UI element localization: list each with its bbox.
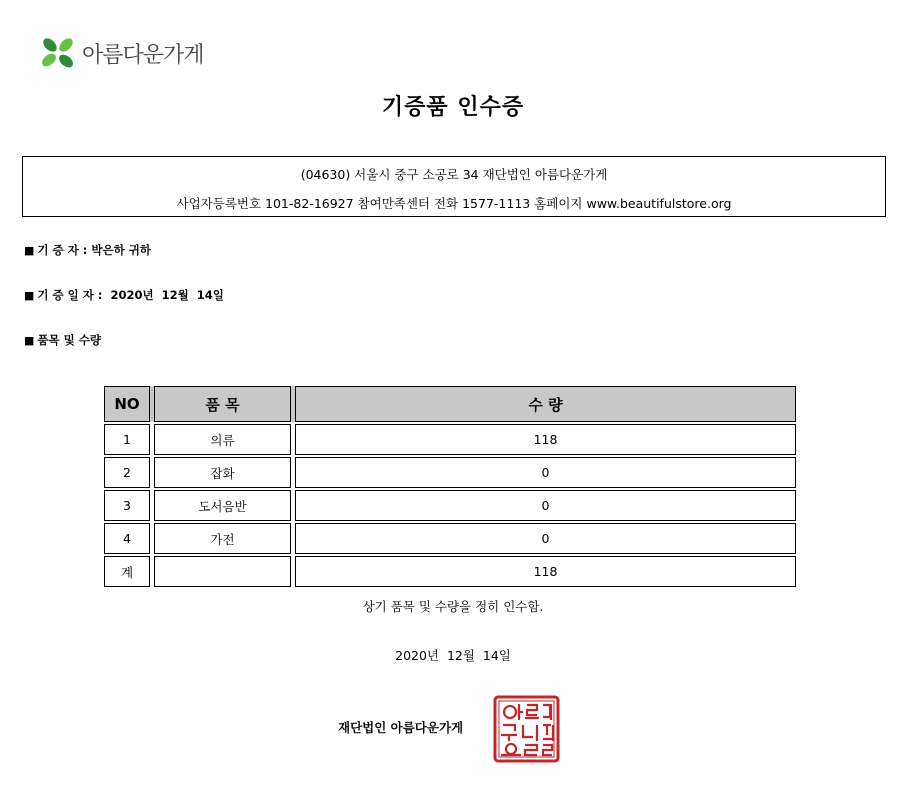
donor-value: 박은하 귀하 [91, 243, 151, 257]
signature-organization: 재단법인 아름다운가게 [338, 720, 464, 735]
items-table [104, 386, 796, 587]
cell-qty: 0 [295, 457, 796, 488]
header-qty: 수 량 [295, 386, 796, 422]
donor-label: 기 증 자 : [37, 243, 88, 257]
items-heading [24, 332, 101, 348]
cell-item: 가전 [154, 523, 291, 554]
cell-no: 4 [104, 523, 150, 554]
cell-item: 도서음반 [154, 490, 291, 521]
cell-item: 의류 [154, 424, 291, 455]
bullet-icon: ■ [24, 244, 35, 257]
table-total-row [104, 556, 796, 587]
table-row [104, 424, 796, 455]
header-no: NO [104, 386, 150, 422]
cell-qty: 0 [295, 490, 796, 521]
total-qty: 118 [295, 556, 796, 587]
document-title: 기증품 인수증 [381, 95, 525, 120]
cell-no: 3 [104, 490, 150, 521]
donation-date-value: 2020년 12월 14일 [110, 288, 224, 302]
logo-text: 아름다운가게 [82, 42, 204, 68]
cell-qty: 118 [295, 424, 796, 455]
address-line: (04630) 서울시 중구 소공로 34 재단법인 아름다운가게 [300, 167, 608, 182]
logo [36, 33, 204, 73]
bullet-icon: ■ [24, 289, 35, 302]
table-row [104, 523, 796, 554]
donation-date-field [24, 287, 224, 303]
cell-item: 잡화 [154, 457, 291, 488]
contact-line: 사업자등록번호 101-82-16927 참여만족센터 전화 1577-1113 홈페이지 www.beautifulstore.org [176, 196, 732, 211]
table-header-row [104, 386, 796, 422]
confirmation-statement: 상기 품목 및 수량을 정히 인수함. [362, 599, 544, 614]
clover-leaf-icon [36, 33, 80, 73]
issue-date: 2020년 12월 14일 [395, 648, 511, 663]
header-item: 품 목 [154, 386, 291, 422]
total-item [154, 556, 291, 587]
organization-info-box [22, 156, 886, 217]
donor-field [24, 242, 151, 258]
table-row [104, 457, 796, 488]
cell-no: 1 [104, 424, 150, 455]
items-label: 품목 및 수량 [37, 333, 101, 347]
cell-no: 2 [104, 457, 150, 488]
official-seal-icon [493, 695, 560, 763]
donation-date-label: 기 증 일 자 : [37, 288, 103, 302]
table-row [104, 490, 796, 521]
total-label: 계 [104, 556, 150, 587]
cell-qty: 0 [295, 523, 796, 554]
bullet-icon: ■ [24, 334, 35, 347]
